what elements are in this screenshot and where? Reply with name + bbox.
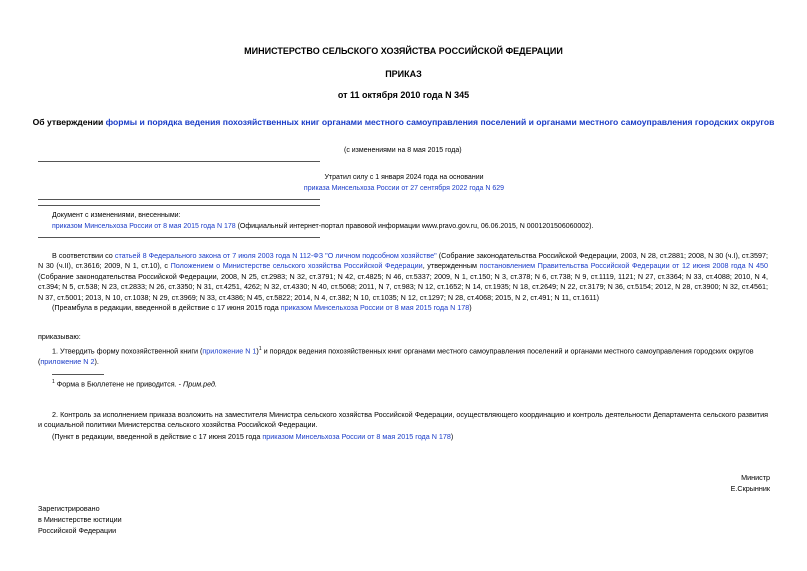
registration-line: Зарегистрировано [38,504,100,513]
preamble [38,251,768,303]
item-text: и порядок ведения похозяйственных книг органами местного самоуправления поселений и органами местного самоуправления городских округов ( [38,346,754,366]
law-link[interactable]: статьей 8 Федерального закона от 7 июля 2003 года N 112-ФЗ "О личном подсобном хозяйстве" [114,251,437,260]
amended-source: (Официальный интернет-портал правовой информации www.pravo.gov.ru, 06.06.2015, N 0001201506060002). [235,223,594,230]
registration-line: Российской Федерации [38,526,117,535]
preamble-text: В соответствии со [52,251,115,260]
amendments-note: (с изменениями на 8 мая 2015 года) [344,147,462,154]
note-text: ) [469,303,472,312]
preamble-text: (Собрание законодательства Российской Федерации, 2008, N 25, ст.2983; N 32, ст.3791; N 42, ст.4825; N 46, ст.5337; 2009, N 1, ст.150; N 3, ст.378; N 6, ст.738; N 9, ст.1119, 1121; N 27, ст.3364; N 33, ст.4088; 2010, N 4, ст.394; N 5, ст.538; N 23, ст.2833; N 26, ст.3350; N 31, ст.4251, 4262; N 32, ст.4330; N 40, ст.5068; 2011, N 7, ст.983; N 12, ст.1652; N 14, ст.1935; N 18, ст.2649; N 22, ст.3179; N 36, ст.5154; 2012, N 28, ст.3900; N 32, ст.4561; N 37, ст.5001; 2013, N 10, ст.1038; N 29, ст.3969; N 33, ст.4386; N 45, ст.5822; 2014, N 4, ст.382; N 10, ст.1035; N 12, ст.1297; N 28, ст.4068; 2015, N 2, ст.491; N 11, ст.1611) [38,271,768,302]
amended-intro: Документ с изменениями, внесенными: [52,212,181,219]
subject-prefix: Об утверждении [32,117,106,127]
subject-link[interactable]: формы и порядка ведения похозяйственных книг органами местного самоуправления поселений и органами местного самоуправления городских округов [105,117,775,127]
item-2-edit-note [52,432,772,442]
appendix-2-link[interactable]: приложение N 2 [40,356,95,366]
signature-position: Министр [741,473,770,482]
doc-subject [30,116,777,128]
divider [38,237,320,238]
order-link[interactable]: приказом Минсельхоза России от 8 мая 2015 года N 178 [262,432,451,441]
basis-link[interactable]: приказа Минсельхоза России от 27 сентября 2022 года N 629 [303,185,505,192]
item-1 [38,344,768,367]
footnote-text: Форма в Бюллетене не приводится. - [54,379,183,389]
divider [38,205,320,206]
preamble-text: (Собрание законодательства Российской Федерации, 2003, N 28, ст.2881; 2008, N 30 (ч.I), ст.3597; N 30 (ч.II), ст.3616; 2009, N 1, ст.10), с [38,251,768,271]
divider [38,161,320,162]
amended-link[interactable]: приказом Минсельхоза России от 8 мая 2015 года N 178 [52,223,236,230]
note-text: (Преамбула в редакции, введенной в действие с 17 июня 2015 года [52,303,281,312]
note-text: (Пункт в редакции, введенной в действие с 17 июня 2015 года [52,432,263,441]
regulation-link[interactable]: Положением о Министерстве сельского хозяйства Российской Федерации [170,261,423,271]
preamble-edit-note [52,303,772,313]
ministry-name: МИНИСТЕРСТВО СЕЛЬСКОГО ХОЗЯЙСТВА РОССИЙСКОЙ ФЕДЕРАЦИИ [244,46,563,56]
note-text: ) [450,432,454,441]
signature-name: Е.Скрынник [730,484,770,493]
preamble-text: , утвержденным [422,261,480,271]
order-link[interactable]: приказом Минсельхоза России от 8 мая 2015 года N 178 [280,303,470,312]
item-text: ) [256,346,259,356]
footnote-divider [52,374,104,375]
footnote-mark: 1 [52,379,55,385]
footnote-ref[interactable]: 1 [258,346,262,352]
lost-force-basis [256,184,552,194]
footnote [52,377,217,390]
item-2: 2. Контроль за исполнением приказа возложить на заместителя Министра сельского хозяйства Российской Федерации, осуществляющего координацию и контроль деятельности Департамента сельского развития и социальной политики Министерства сельского хозяйства Российской Федерации. [38,410,768,430]
doc-date-number: от 11 октября 2010 года N 345 [337,90,470,100]
appendix-1-link[interactable]: приложение N 1 [202,346,257,356]
amended-by [52,222,772,232]
doc-type: ПРИКАЗ [385,69,422,79]
footnote-italic: Прим.ред. [183,379,218,389]
divider [38,199,320,200]
item-text: ). [94,356,99,366]
lost-force-text: Утратил силу с 1 января 2024 года на основании [324,174,484,181]
registration-line: в Министерстве юстиции [38,515,122,524]
item-text: 1. Утвердить форму похозяйственной книги ( [52,346,203,356]
order-word: приказываю: [38,332,81,341]
government-decree-link[interactable]: постановлением Правительства Российской Федерации от 12 июня 2008 года N 450 [479,261,769,271]
